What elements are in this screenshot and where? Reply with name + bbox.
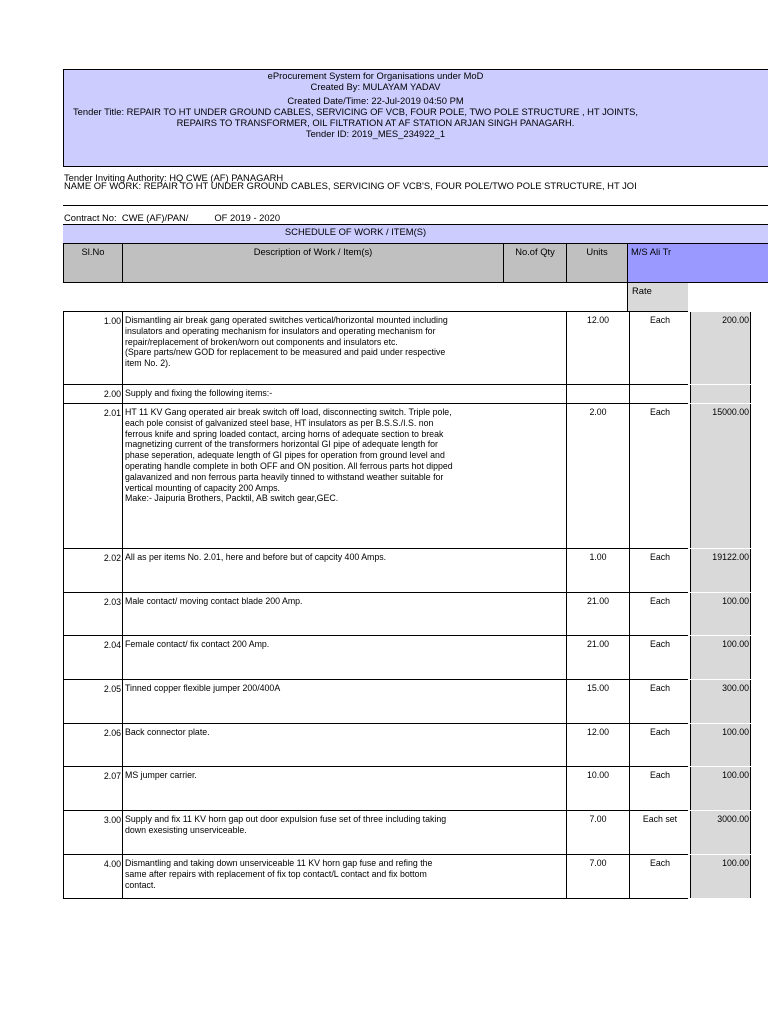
qty-cell: 2.00	[566, 404, 629, 548]
description-cell: Supply and fixing the following items:-	[122, 385, 566, 403]
table-bottom-border	[63, 898, 688, 899]
units-cell: Each	[629, 404, 690, 548]
qty-cell: 15.00	[566, 680, 629, 723]
description-cell: Back connector plate.	[122, 724, 566, 766]
divider	[63, 205, 768, 206]
sl-no-cell: 2.01	[63, 404, 122, 548]
units-cell: Each	[629, 636, 690, 679]
units-cell: Each set	[629, 811, 690, 854]
table-row	[63, 766, 749, 810]
rate-cell: 3000.00	[690, 811, 751, 854]
units-cell: Each	[629, 312, 690, 384]
sl-no-cell: 4.00	[63, 855, 122, 898]
description-cell: Tinned copper flexible jumper 200/400A	[122, 680, 566, 723]
qty-cell: 7.00	[566, 855, 629, 898]
divider	[63, 224, 768, 225]
sl-no-cell: 2.00	[63, 385, 122, 403]
tender-title-line1: Tender Title: REPAIR TO HT UNDER GROUND CABLES, SERVICING OF VCB, FOUR POLE, TWO POLE STRUCTURE , HT JOINTS,	[73, 106, 639, 117]
sl-no-cell: 1.00	[63, 312, 122, 384]
column-header-bidder: M/S Ali Tr	[627, 243, 768, 283]
sl-no-cell: 2.04	[63, 636, 122, 679]
table-row	[63, 635, 749, 679]
units-cell	[629, 385, 690, 403]
column-header-rate: Rate	[627, 283, 688, 311]
description-cell: HT 11 KV Gang operated air break switch off load, disconnecting switch. Triple pole, each pole consist of galvanized steel base, HT insulators as per B.S.S./I.S. non ferrous knife and spring loaded contact, arcing horns of adequate section to break magnetizing current of the transformers horizontal GI pipe of adequate length for phase seperation, adequate length of GI pipes for operation from ground level and operating handle complete in both OFF and ON position. All ferrous parts hot dipped galavanized and non ferrous parta heavily tinned to withstand weather suitable for vertical mounting of capacity 200 Amps. Make:- Jaipuria Brothers, Packtil, AB switch gear,GEC.	[122, 404, 566, 548]
tender-inviting-authority: Tender Inviting Authority: HQ CWE (AF) PANAGARH	[64, 172, 284, 183]
units-cell: Each	[629, 767, 690, 810]
rate-cell: 200.00	[690, 312, 751, 384]
qty-cell: 21.00	[566, 636, 629, 679]
column-header-sl-no: Sl.No	[63, 243, 123, 283]
table-row	[63, 403, 749, 548]
units-cell: Each	[629, 724, 690, 766]
contract-number: Contract No: CWE (AF)/PAN/ OF 2019 - 2020	[64, 212, 281, 223]
qty-cell: 21.00	[566, 593, 629, 635]
rate-cell: 100.00	[690, 855, 751, 898]
rate-cell: 100.00	[690, 767, 751, 810]
column-header-description: Description of Work / Item(s)	[122, 243, 504, 283]
rate-cell: 100.00	[690, 636, 751, 679]
table-row	[63, 548, 749, 592]
description-cell: Dismantling and taking down unserviceable 11 KV horn gap fuse and refing the same after repairs with replacement of fix top contact/L contact and fix bottom contact.	[122, 855, 566, 898]
name-of-work: NAME OF WORK: REPAIR TO HT UNDER GROUND CABLES, SERVICING OF VCB'S, FOUR POLE/TWO POLE STRUCTURE, HT JOI	[64, 180, 637, 191]
units-cell: Each	[629, 593, 690, 635]
qty-cell: 7.00	[566, 811, 629, 854]
created-datetime: Created Date/Time: 22-Jul-2019 04:50 PM	[287, 95, 464, 106]
description-cell: All as per items No. 2.01, here and before but of capcity 400 Amps.	[122, 549, 566, 592]
description-cell: Dismantling air break gang operated switches vertical/horizontal mounted including insulators and operating mechanism for insulators and operating mechanism for repair/replacement of broken/worn out components and insulators etc. (Spare parts/new GOD for replacement to be measured and paid under respective item No. 2).	[122, 312, 566, 384]
system-name: eProcurement System for Organisations under MoD	[267, 70, 484, 81]
rate-cell	[690, 385, 751, 403]
table-row	[63, 384, 688, 403]
rate-cell: 15000.00	[690, 404, 751, 548]
tender-id: Tender ID: 2019_MES_234922_1	[305, 128, 446, 139]
description-cell: MS jumper carrier.	[122, 767, 566, 810]
table-row	[63, 723, 749, 766]
table-row	[63, 810, 749, 854]
schedule-title: SCHEDULE OF WORK / ITEM(S)	[284, 226, 427, 237]
qty-cell: 12.00	[566, 312, 629, 384]
rate-cell: 300.00	[690, 680, 751, 723]
table-row	[63, 679, 749, 723]
description-cell: Male contact/ moving contact blade 200 Amp.	[122, 593, 566, 635]
column-header-qty: No.of Qty	[503, 243, 567, 283]
tender-title-line2: REPAIRS TO TRANSFORMER, OIL FILTRATION AT AF STATION ARJAN SINGH PANAGARH.	[176, 117, 575, 128]
table-row	[63, 854, 749, 898]
qty-cell	[566, 385, 629, 403]
table-row	[63, 311, 749, 384]
qty-cell: 10.00	[566, 767, 629, 810]
units-cell: Each	[629, 680, 690, 723]
rate-cell: 19122.00	[690, 549, 751, 592]
units-cell: Each	[629, 855, 690, 898]
divider	[63, 166, 768, 167]
sl-no-cell: 2.07	[63, 767, 122, 810]
sl-no-cell: 2.05	[63, 680, 122, 723]
units-cell: Each	[629, 549, 690, 592]
sl-no-cell: 2.02	[63, 549, 122, 592]
sl-no-cell: 3.00	[63, 811, 122, 854]
qty-cell: 12.00	[566, 724, 629, 766]
qty-cell: 1.00	[566, 549, 629, 592]
description-cell: Supply and fix 11 KV horn gap out door expulsion fuse set of three including taking down exesisting unserviceable.	[122, 811, 566, 854]
rate-cell: 100.00	[690, 724, 751, 766]
column-header-units: Units	[566, 243, 628, 283]
rate-cell: 100.00	[690, 593, 751, 635]
table-row	[63, 592, 749, 635]
sl-no-cell: 2.06	[63, 724, 122, 766]
created-by: Created By: MULAYAM YADAV	[310, 81, 441, 92]
sl-no-cell: 2.03	[63, 593, 122, 635]
description-cell: Female contact/ fix contact 200 Amp.	[122, 636, 566, 679]
